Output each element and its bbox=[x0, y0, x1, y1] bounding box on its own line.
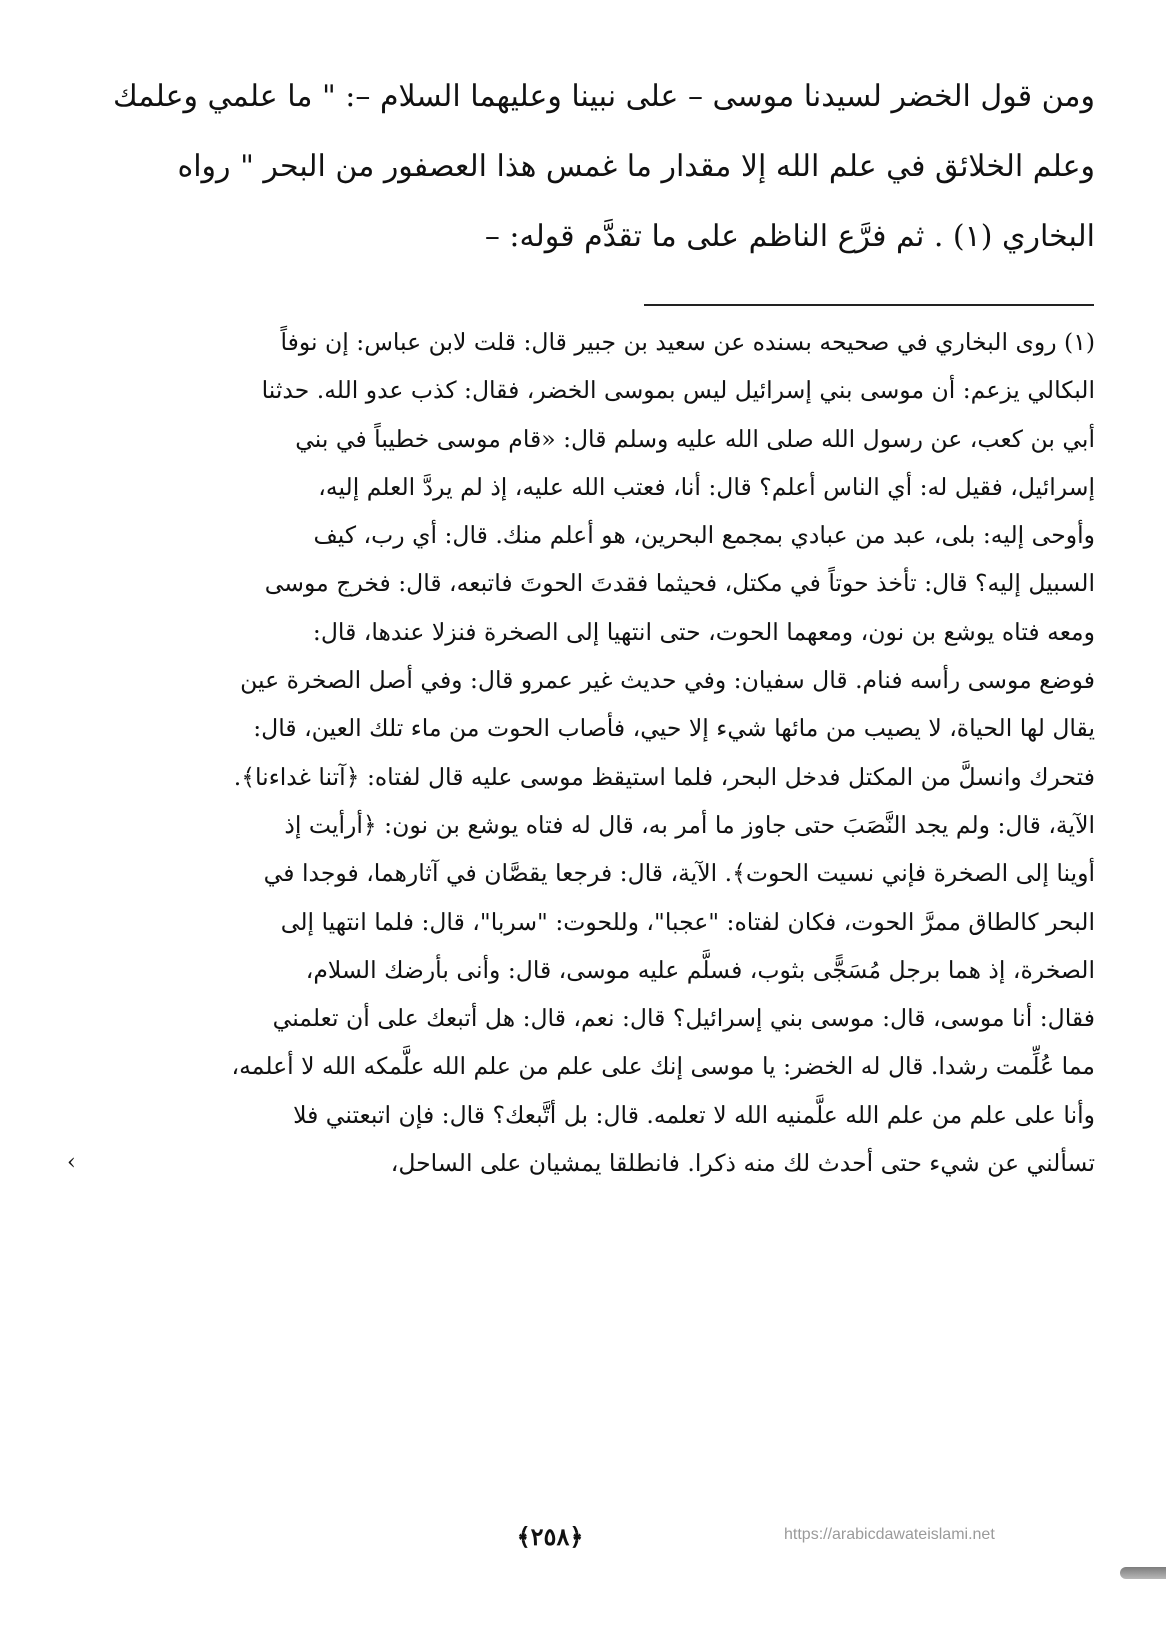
main-text-line: ومن قول الخضر لسيدنا موسى – على نبينا وعليهما السلام –: " ما علمي وعلمك bbox=[113, 79, 1095, 114]
footnote-last-line bbox=[55, 1139, 1095, 1187]
footnote-line: (١) روى البخاري في صحيحه بسنده عن سعيد بن جبير قال: قلت لابن عباس: إن نوفاً bbox=[280, 328, 1095, 356]
footnote-line: تسألني عن شيء حتى أحدث لك منه ذكرا. فانطلقا يمشيان على الساحل، bbox=[390, 1149, 1095, 1178]
footnote-line: مما عُلِّمت رشدا. قال له الخضر: يا موسى إنك على علم من علم الله علَّمكه الله لا أعلمه، bbox=[231, 1052, 1095, 1081]
continuation-mark: › bbox=[67, 1150, 76, 1176]
watermark-url: https://arabicdawateislami.net bbox=[784, 1526, 995, 1543]
footnote-line: إسرائيل، فقيل له: أي الناس أعلم؟ قال: أنا، فعتب الله عليه، إذ لم يردَّ العلم إليه، bbox=[318, 472, 1095, 501]
footnote-line: يقال لها الحياة، لا يصيب من مائها شيء إلا حيي، فأصاب الحوت من ماء تلك العين، قال: bbox=[253, 714, 1095, 743]
footnote-line: فتحرك وانسلَّ من المكتل فدخل البحر، فلما استيقظ موسى عليه قال لفتاه: ﴿آتنا غداءنا﴾. bbox=[233, 762, 1095, 791]
footnote-line: أبي بن كعب، عن رسول الله صلى الله عليه وسلم قال: «قام موسى خطيباً في بني bbox=[295, 424, 1095, 453]
scan-edge-mark bbox=[1120, 1567, 1166, 1579]
footnote-separator bbox=[644, 304, 1094, 306]
footnote-line: البحر كالطاق ممرَّ الحوت، فكان لفتاه: "عجبا"، وللحوت: "سربا"، قال: فلما انتهيا إلى bbox=[280, 907, 1095, 936]
footnote-line: أوينا إلى الصخرة فإني نسيت الحوت﴾. الآية، قال: فرجعا يقصَّان في آثارهما، فوجدا في bbox=[263, 859, 1095, 888]
main-text-line: البخاري (١) . ثم فرَّع الناظم على ما تقدَّم قوله: – bbox=[484, 219, 1095, 254]
footnote-line: السبيل إليه؟ قال: تأخذ حوتاً في مكتل، فحيثما فقدتَ الحوتَ فاتبعه، قال: فخرج موسى bbox=[264, 569, 1095, 598]
footnote-line: الآية، قال: ولم يجد النَّصَبَ حتى جاوز ما أمر به، قال له فتاه يوشع بن نون: ﴿أرأيت إذ bbox=[284, 810, 1095, 839]
page-number: ﴿٢٥٨﴾ bbox=[516, 1522, 584, 1551]
footnote-line: فوضع موسى رأسه فنام. قال سفيان: وفي حديث غير عمرو قال: وفي أصل الصخرة عين bbox=[240, 666, 1095, 695]
footnote bbox=[55, 318, 1095, 1187]
main-text-line: وعلم الخلائق في علم الله إلا مقدار ما غمس هذا العصفور من البحر " رواه bbox=[177, 149, 1095, 184]
footnote-line: وأوحى إليه: بلى، عبد من عبادي بمجمع البحرين، هو أعلم منك. قال: أي رب، كيف bbox=[313, 521, 1095, 550]
footnote-line: الصخرة، إذ هما برجل مُسَجًّى بثوب، فسلَّم عليه موسى، قال: وأنى بأرضك السلام، bbox=[305, 955, 1095, 984]
footnote-line: وأنا على علم من علم الله علَّمنيه الله لا تعلمه. قال: بل أتَّبعك؟ قال: فإن اتبعتني فلا bbox=[293, 1100, 1095, 1129]
footnote-line: البكالي يزعم: أن موسى بني إسرائيل ليس بموسى الخضر، فقال: كذب عدو الله. حدثنا bbox=[261, 376, 1095, 405]
main-text bbox=[55, 62, 1095, 272]
footnote-line: ومعه فتاه يوشع بن نون، ومعهما الحوت، حتى انتهيا إلى الصخرة فنزلا عندها، قال: bbox=[312, 617, 1095, 646]
footnote-line: فقال: أنا موسى، قال: موسى بني إسرائيل؟ قال: نعم، قال: هل أتبعك على أن تعلمني bbox=[272, 1004, 1095, 1033]
